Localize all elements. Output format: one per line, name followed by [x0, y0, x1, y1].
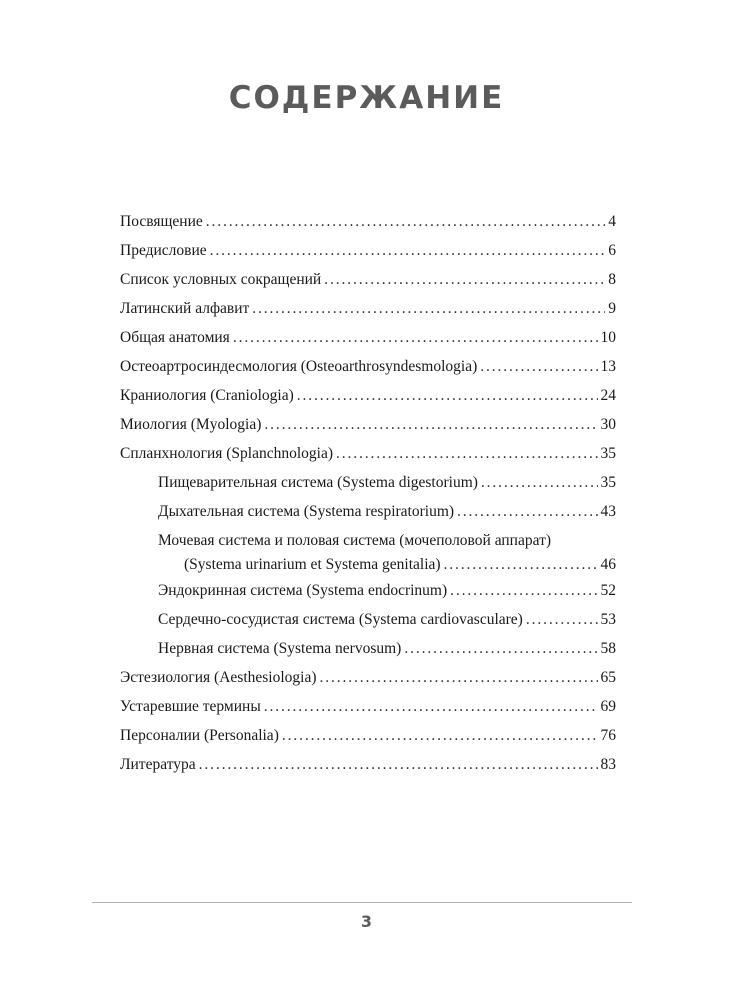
toc-entry-latin-alphabet[interactable]: [120, 297, 616, 326]
toc-entry-title: Спланхнология (Splanchnologia): [120, 445, 334, 462]
dot-leader: [481, 471, 598, 495]
dot-leader: [336, 442, 597, 466]
toc-entry-page: 30: [600, 416, 616, 433]
toc-entry-page: 43: [600, 503, 616, 520]
toc-entry-second-line: [158, 553, 616, 577]
dot-leader: [233, 326, 598, 350]
toc-entry-title: Пищеварительная система (Systema digestorium): [158, 474, 478, 491]
toc-subentry-urogenital[interactable]: [120, 529, 616, 579]
toc-entry-title: Сердечно-сосудистая система (Systema cardiovasculare): [158, 611, 523, 628]
dot-leader: [264, 413, 597, 437]
toc-entry-title: Персоналии (Personalia): [120, 727, 279, 744]
toc-entry-title: Нервная система (Systema nervosum): [158, 640, 402, 657]
toc-entry-page: 83: [600, 756, 616, 773]
toc-entry-abbreviations[interactable]: [120, 268, 616, 297]
dot-leader: [252, 297, 605, 321]
toc-entry-page: 4: [608, 213, 616, 230]
toc-entry-preface[interactable]: [120, 239, 616, 268]
toc-entry-dedication[interactable]: [120, 210, 616, 239]
toc-entry-page: 76: [600, 727, 616, 744]
toc-entry-title: Литература: [120, 756, 196, 773]
toc-entry-title: Дыхательная система (Systema respiratorium): [158, 503, 455, 520]
page-title: СОДЕРЖАНИЕ: [228, 80, 505, 116]
toc-entry-aesthesiologia[interactable]: [120, 666, 616, 695]
toc-entry-literature[interactable]: [120, 753, 616, 782]
table-of-contents: [120, 210, 616, 782]
toc-entry-title: Предисловие: [120, 242, 207, 259]
toc-entry-page: 58: [600, 640, 616, 657]
toc-entry-personalia[interactable]: [120, 724, 616, 753]
toc-entry-title-line1: Мочевая система и половая система (мочеполовой аппарат): [158, 532, 552, 549]
dot-leader: [450, 579, 597, 603]
dot-leader: [457, 500, 597, 524]
toc-entry-page: 6: [608, 242, 616, 259]
toc-subentry-nervosum[interactable]: [120, 637, 616, 666]
toc-entry-page: 53: [600, 611, 616, 628]
dot-leader: [444, 553, 598, 577]
toc-subentry-respiratorium[interactable]: [120, 500, 616, 529]
toc-entry-page: 46: [600, 556, 616, 573]
toc-entry-myologia[interactable]: [120, 413, 616, 442]
toc-entry-title: Список условных сокращений: [120, 271, 322, 288]
toc-entry-title: Общая анатомия: [120, 329, 230, 346]
dot-leader: [264, 695, 598, 719]
toc-entry-title: Краниология (Craniologia): [120, 387, 294, 404]
toc-entry-page: 35: [600, 445, 616, 462]
dot-leader: [526, 608, 598, 632]
toc-entry-title: Посвящение: [120, 213, 203, 230]
dot-leader: [480, 355, 597, 379]
toc-entry-page: 35: [600, 474, 616, 491]
toc-entry-page: 8: [608, 271, 616, 288]
toc-subentry-digestorium[interactable]: [120, 471, 616, 500]
dot-leader: [320, 666, 598, 690]
toc-entry-title-line2: (Systema urinarium et Systema genitalia): [184, 556, 441, 573]
toc-entry-osteoarthrosyndesmologia[interactable]: [120, 355, 616, 384]
toc-entry-page: 69: [600, 698, 616, 715]
dot-leader: [199, 753, 598, 777]
toc-subentry-endocrinum[interactable]: [120, 579, 616, 608]
dot-leader: [206, 210, 606, 234]
dot-leader: [404, 637, 597, 661]
toc-entry-title: Миология (Myologia): [120, 416, 262, 433]
toc-entry-title: Устаревшие термины: [120, 698, 261, 715]
toc-entry-title: Эндокринная система (Systema endocrinum): [158, 582, 448, 599]
toc-entry-page: 65: [600, 669, 616, 686]
footer-divider: [92, 902, 632, 903]
page-number: 3: [360, 912, 373, 931]
dot-leader: [210, 239, 606, 263]
dot-leader: [324, 268, 605, 292]
toc-entry-page: 24: [600, 387, 616, 404]
toc-entry-page: 9: [608, 300, 616, 317]
toc-subentry-cardiovasculare[interactable]: [120, 608, 616, 637]
dot-leader: [297, 384, 598, 408]
toc-entry-title: Латинский алфавит: [120, 300, 250, 317]
dot-leader: [282, 724, 598, 748]
toc-entry-page: 13: [600, 358, 616, 375]
toc-entry-page: 10: [600, 329, 616, 346]
toc-entry-splanchnologia[interactable]: [120, 442, 616, 471]
toc-entry-general-anatomy[interactable]: [120, 326, 616, 355]
toc-entry-page: 52: [600, 582, 616, 599]
toc-entry-obsolete-terms[interactable]: [120, 695, 616, 724]
toc-entry-title: Эстезиология (Aesthesiologia): [120, 669, 317, 686]
toc-entry-craniologia[interactable]: [120, 384, 616, 413]
toc-entry-title: Остеоартросиндесмология (Osteoarthrosyndesmologia): [120, 358, 478, 375]
